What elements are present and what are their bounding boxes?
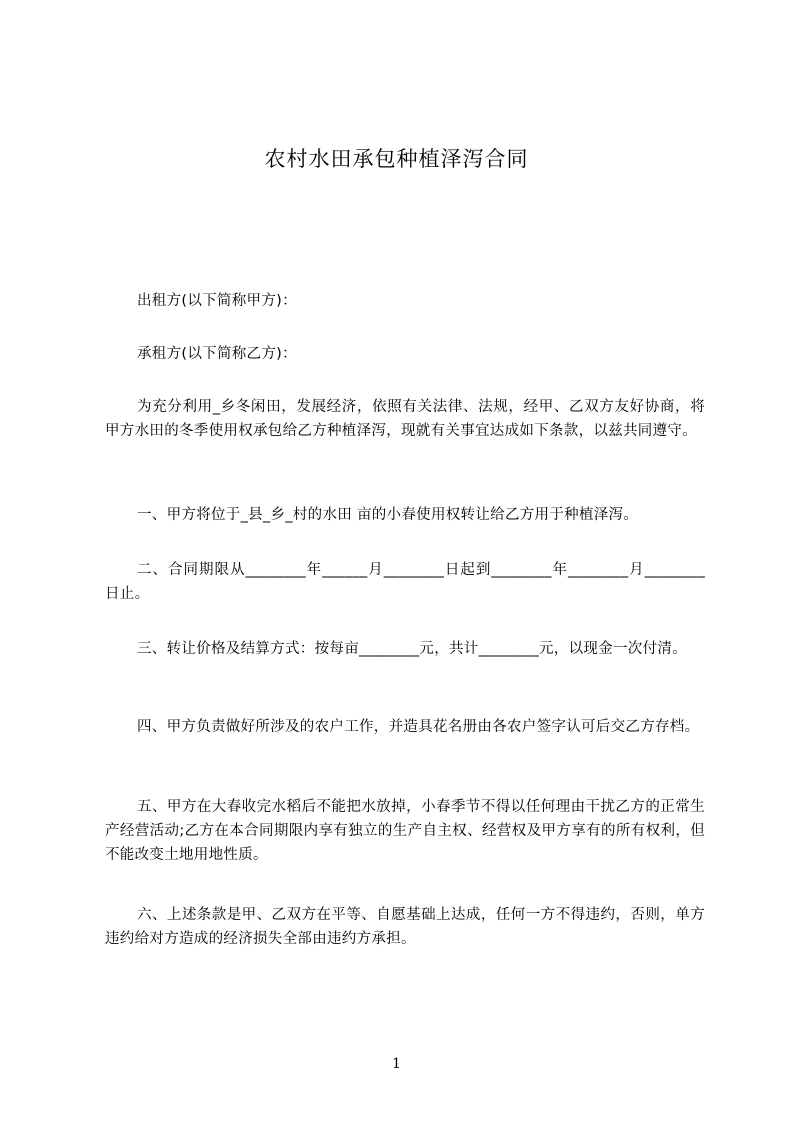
clause-2: 二、合同期限从________年______月________日起到________年________月________日止。 (105, 562, 705, 602)
clause-6: 六、上述条款是甲、乙双方在平等、自愿基础上达成，任何一方不得违约，否则，单方违约给对方造成的经济损失全部由违约方承担。 (105, 907, 705, 947)
clause-1: 一、甲方将位于_县_乡_村的水田 亩的小春使用权转让给乙方用于种植泽泻。 (137, 507, 639, 523)
paragraph-preamble: 为充分利用_乡冬闲田，发展经济，依照有关法律、法规，经甲、乙双方友好协商，将甲方水田的冬季使用权承包给乙方种植泽泻，现就有关事宜达成如下条款，以兹共同遵守。 (105, 399, 705, 439)
clause-3: 三、转让价格及结算方式：按每亩________元，共计________元，以现金一次付清。 (137, 641, 687, 657)
clause-5: 五、甲方在大春收完水稻后不能把水放掉，小春季节不得以任何理由干扰乙方的正常生产经营活动;乙方在本合同期限内享有独立的生产自主权、经营权及甲方享有的所有权利，但不能改变土地用地性质。 (105, 799, 705, 863)
paragraph-lessee: 承租方(以下简称乙方)： (137, 346, 297, 362)
page-number: 1 (392, 1056, 401, 1072)
paragraph-lessor: 出租方(以下简称甲方)： (137, 293, 297, 309)
clause-4: 四、甲方负责做好所涉及的农户工作，并造具花名册由各农户签字认可后交乙方存档。 (137, 719, 700, 735)
document-title: 农村水田承包种植泽泻合同 (264, 147, 529, 171)
